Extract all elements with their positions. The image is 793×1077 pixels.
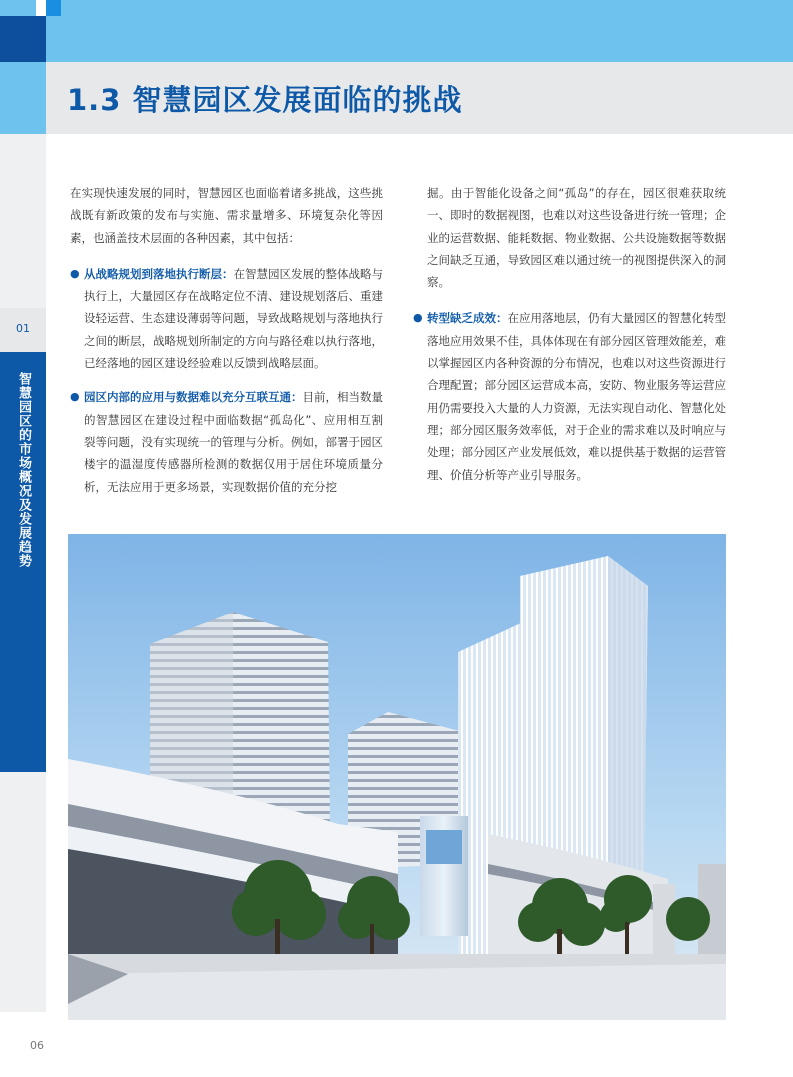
bullet-dot-icon: ● [413, 311, 423, 325]
bullet-item-transformation [413, 307, 726, 485]
text-column-left [70, 182, 383, 510]
decor-square-blue [46, 0, 61, 16]
bullet-dot-icon: ● [70, 390, 80, 404]
chapter-number: 01 [16, 322, 30, 335]
smart-park-building-photo [68, 534, 726, 1020]
sidebar-gray-strip-top [0, 134, 46, 308]
intro-paragraph: 在实现快速发展的同时，智慧园区也面临着诸多挑战，这些挑战既有新政策的发布与实施、需求量增多、环境复杂化等因素，也涵盖技术层面的各种因素，其中包括： [70, 186, 383, 245]
text-column-right [413, 182, 726, 498]
page-title: 1.3 智慧园区发展面临的挑战 [67, 83, 463, 117]
page-number: 06 [30, 1039, 44, 1052]
bullet-lead: 从战略规划到落地执行断层： [84, 266, 234, 281]
bullet-lead: 转型缺乏成效： [427, 311, 508, 326]
bullet-item-strategy [70, 263, 383, 374]
bullet-lead: 园区内部的应用与数据难以充分互联互通： [84, 390, 303, 405]
chapter-title: 智慧园区的市场概况及发展趋势 [16, 372, 31, 568]
decor-square-white [36, 0, 46, 16]
bullet-continuation: 掘。由于智能化设备之间“孤岛”的存在，园区很难获取统一、即时的数据视图，也难以对这些设备进行统一管理；企业的运营数据、能耗数据、物业数据、公共设施数据等数据之间缺乏互通，导致园区难以通过统一的视图提供深入的洞察。 [427, 186, 726, 290]
bullet-text: 目前，相当数量的智慧园区在建设过程中面临数据“孤岛化”、应用相互割裂等问题，没有实现统一的管理与分析。例如，部署于园区楼宇的温湿度传感器所检测的数据仅用于居住环境质量分析，无法应用于更多场景，实现数据价值的充分挖 [84, 390, 383, 494]
bullet-text: 在智慧园区发展的整体战略与执行上，大量园区存在战略定位不清、建设规划落后、重建设轻运营、生态建设薄弱等问题，导致战略规划与落地执行之间的断层，战略规划所制定的方向与路径难以执行落地，已经落地的园区建设经验难以反馈到战略层面。 [84, 266, 383, 371]
bullet-dot-icon: ● [70, 266, 80, 280]
sidebar-gray-strip-bottom [0, 772, 46, 1012]
decor-square-light [0, 62, 46, 134]
header-top-band [0, 0, 793, 62]
bullet-item-data-silos [70, 386, 383, 497]
bullet-text: 在应用落地层，仍有大量园区的智慧化转型落地应用效果不佳，具体体现在有部分园区管理效能差，难以掌握园区内各种资源的分布情况，也难以对这些资源进行合理配置；部分园区运营成本高，安防、物业服务等运营应用仍需要投入大量的人力资源，无法实现自动化、智慧化处理；部分园区服务效率低，对于企业的需求难以及时响应与处理；部分园区产业发展低效，难以提供基于数据的运营管理、价值分析等产业引导服务。 [427, 311, 726, 482]
decor-square-dark [0, 16, 46, 62]
